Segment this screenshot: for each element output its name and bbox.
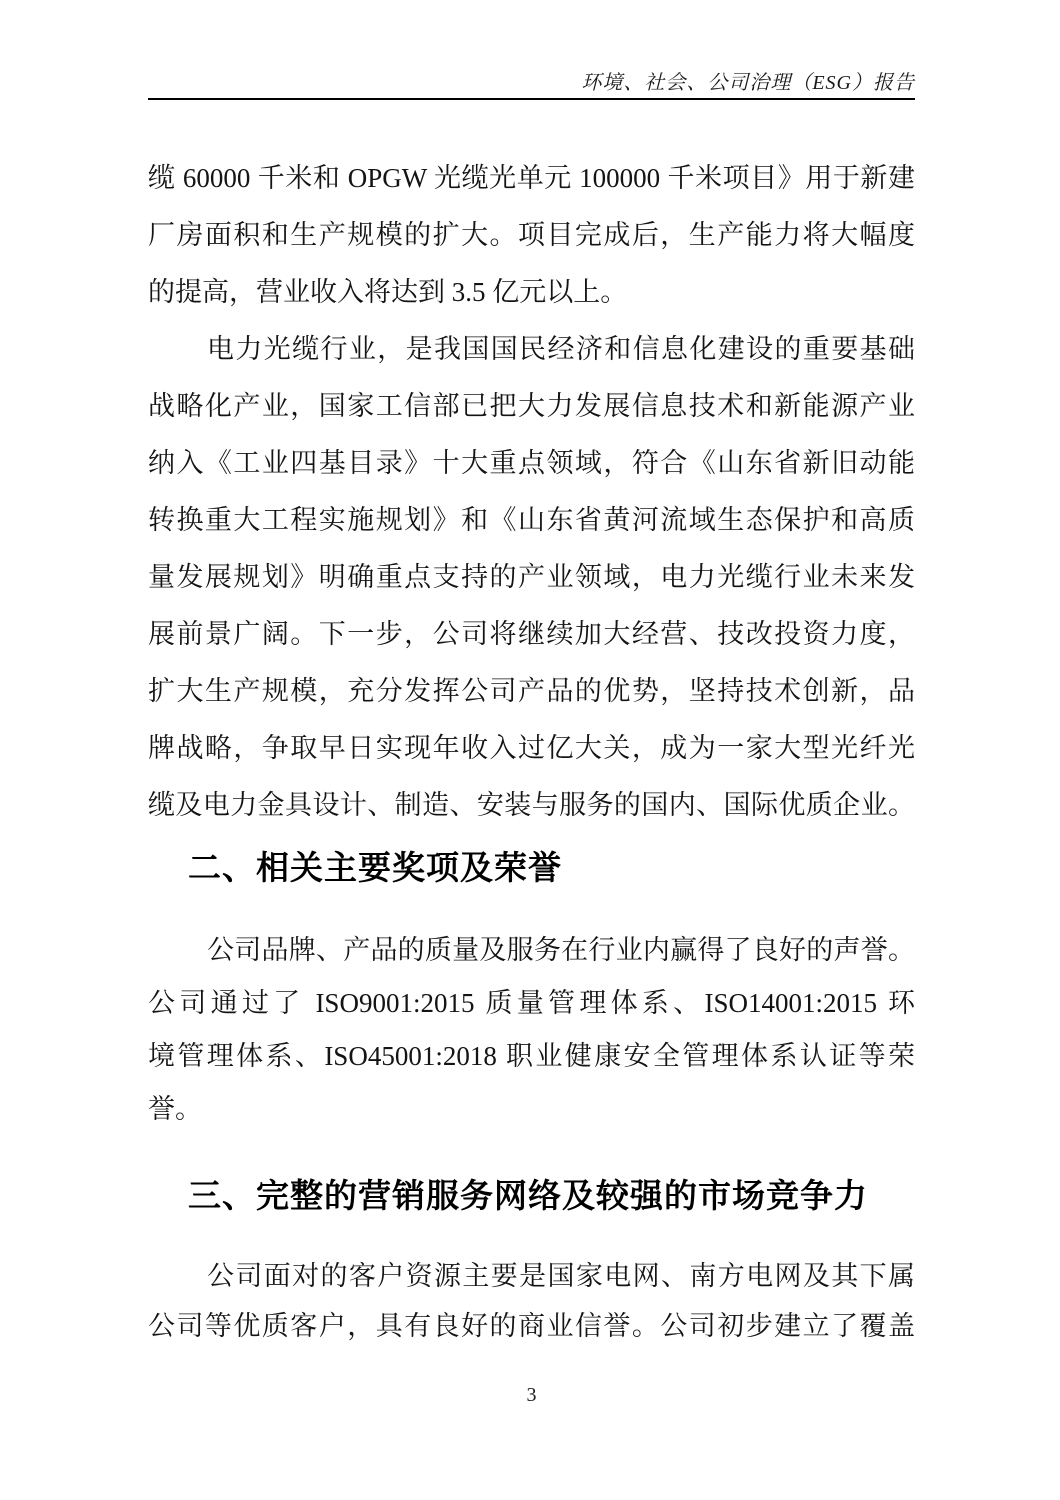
paragraph [148,150,915,321]
text-line: 扩大生产规模，充分发挥公司产品的优势，坚持技术创新，品 [148,676,915,706]
text-line: 厂房面积和生产规模的扩大。项目完成后，生产能力将大幅度 [148,220,915,250]
text-line: 战略化产业，国家工信部已把大力发展信息技术和新能源产业 [148,391,915,421]
text-line: 的提高，营业收入将达到 3.5 亿元以上。 [148,277,628,307]
text-line: 公司通过了 ISO9001:2015 质量管理体系、ISO14001:2015 环 [148,988,915,1018]
header-title: 环境、社会、公司治理（ESG）报告 [581,72,915,94]
text-line: 牌战略，争取早日实现年收入过亿大关，成为一家大型光纤光 [148,733,915,763]
text-line: 誉。 [148,1094,202,1124]
text-line: 缆 60000 千米和 OPGW 光缆光单元 100000 千米项目》用于新建 [148,163,915,193]
paragraph [148,321,915,834]
text-line: 公司品牌、产品的质量及服务在行业内赢得了良好的声誉。 [207,935,915,965]
text-line: 展前景广阔。下一步，公司将继续加大经营、技改投资力度， [148,619,915,649]
paragraph [148,924,915,1136]
text-line: 缆及电力金具设计、制造、安装与服务的国内、国际优质企业。 [148,790,915,820]
text-line: 公司面对的客户资源主要是国家电网、南方电网及其下属 [207,1261,915,1291]
text-line: 转换重大工程实施规划》和《山东省黄河流域生态保护和高质 [148,505,915,535]
text-line: 境管理体系、ISO45001:2018 职业健康安全管理体系认证等荣 [148,1041,915,1071]
text-line: 公司等优质客户，具有良好的商业信誉。公司初步建立了覆盖 [148,1311,915,1341]
text-line: 电力光缆行业，是我国国民经济和信息化建设的重要基础 [207,334,915,364]
text-line: 量发展规划》明确重点支持的产业领域，电力光缆行业未来发 [148,562,915,592]
section-heading: 二、相关主要奖项及荣誉 [188,849,562,886]
text-line: 纳入《工业四基目录》十大重点领域，符合《山东省新旧动能 [148,448,915,478]
page-header [148,0,915,100]
page-footer [148,1384,915,1407]
document-body [148,100,915,1351]
page-number: 3 [526,1384,537,1406]
paragraph [148,1251,915,1351]
section-heading: 三、完整的营销服务网络及较强的市场竞争力 [188,1177,868,1214]
